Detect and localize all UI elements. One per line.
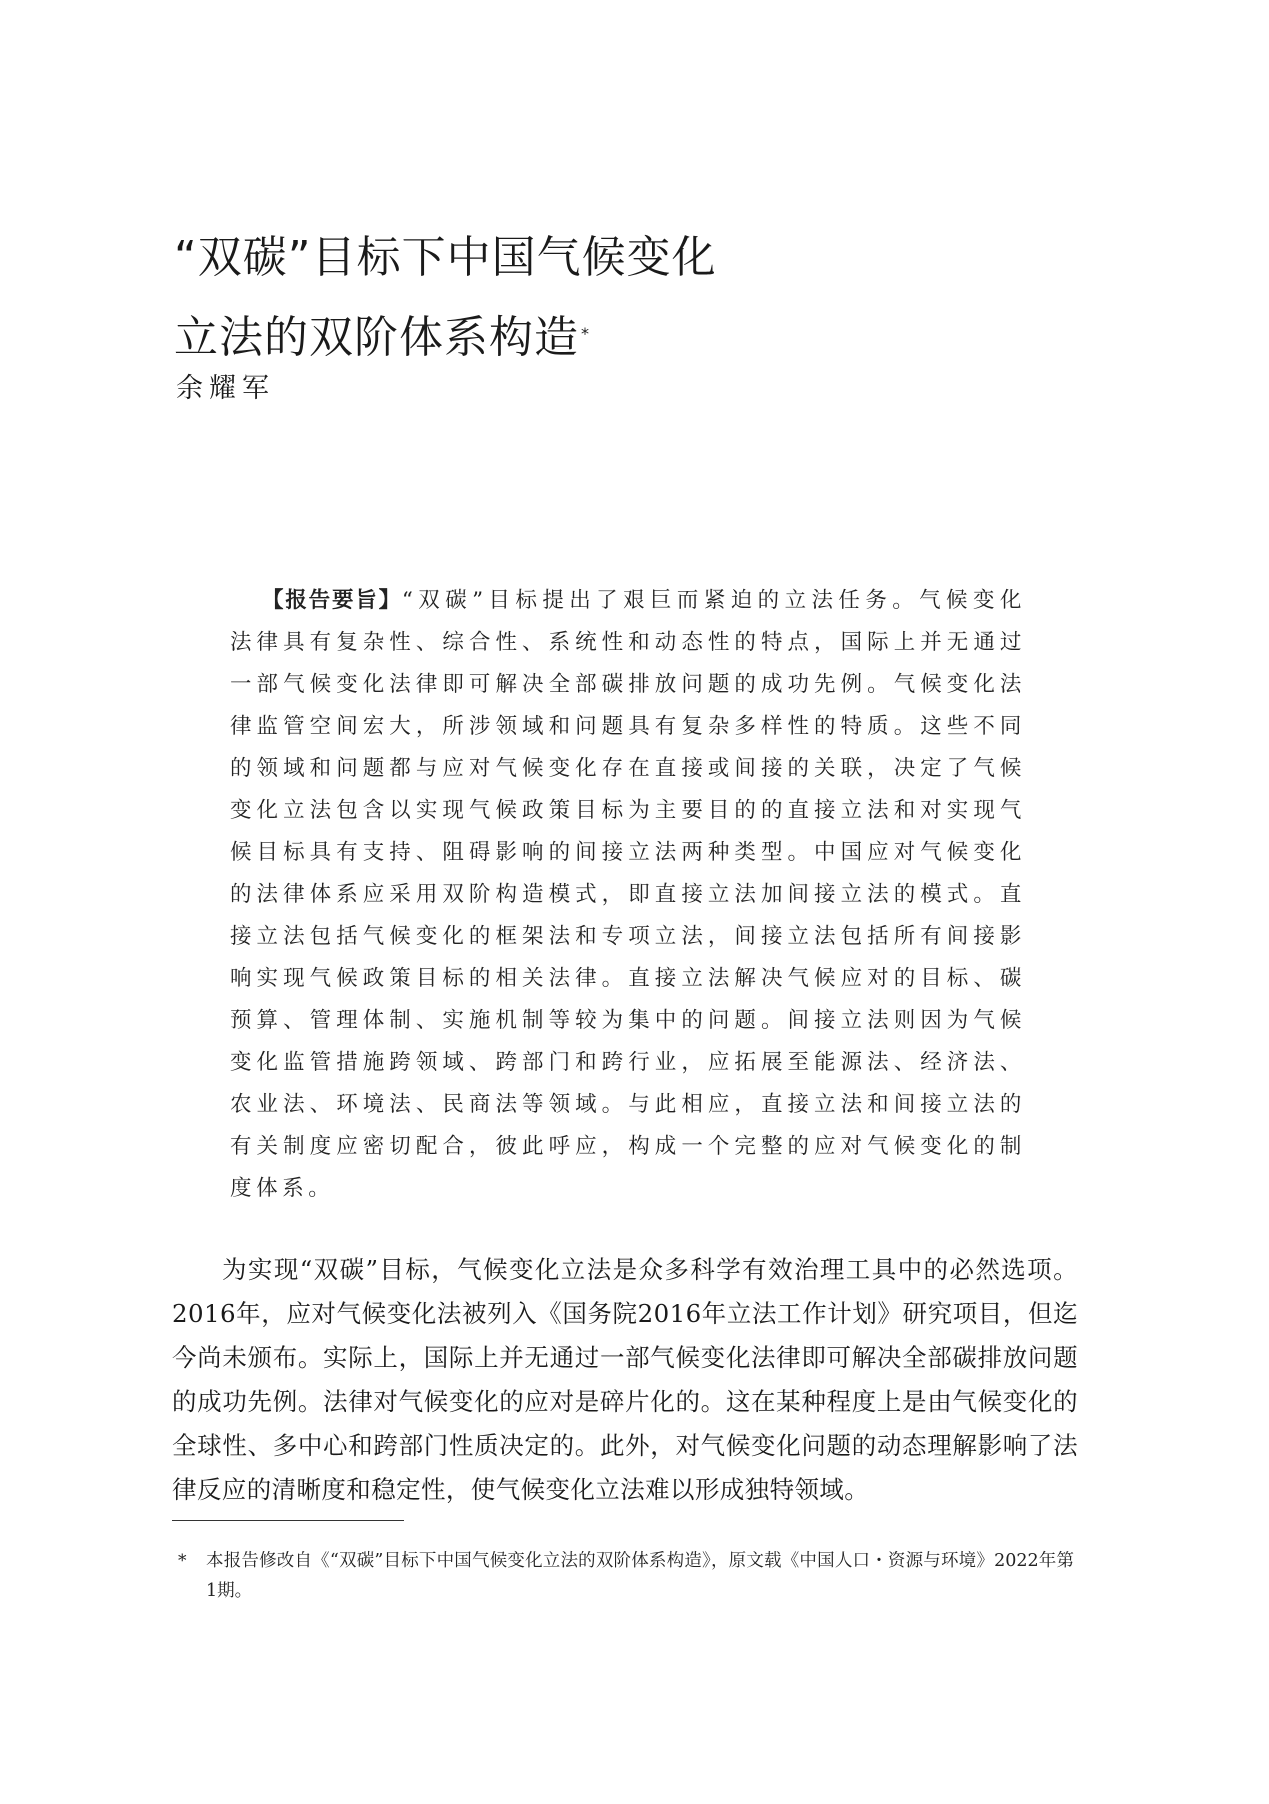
article-title (174, 218, 934, 378)
footnote (178, 1546, 1074, 1606)
abstract-label: 【报告要旨】 (262, 588, 402, 613)
title-line-1: “双碳”目标下中国气候变化 (174, 232, 717, 283)
title-footnote-mark: * (581, 324, 590, 343)
footnote-mark: * (178, 1551, 187, 1571)
abstract-paragraph (230, 580, 1026, 1210)
title-line-2-text: 立法的双阶体系构造 (174, 312, 579, 363)
footnote-text: 本报告修改自《“双碳”目标下中国气候变化立法的双阶体系构造》，原文载《中国人口・资源与环境》2022年第1期。 (206, 1551, 1074, 1601)
body-paragraph: 为实现“双碳”目标，气候变化立法是众多科学有效治理工具中的必然选项。2016年，应对气候变化法被列入《国务院2016年立法工作计划》研究项目，但迄今尚未颁布。实际上，国际上并无通过一部气候变化法律即可解决全部碳排放问题的成功先例。法律对气候变化的应对是碎片化的。这在某种程度上是由气候变化的全球性、多中心和跨部门性质决定的。此外，对气候变化问题的动态理解影响了法律反应的清晰度和稳定性，使气候变化立法难以形成独特领域。 (172, 1255, 1078, 1504)
author-name: 余耀军 (176, 373, 275, 404)
title-line-2 (174, 298, 934, 378)
abstract-text: “双碳”目标提出了艰巨而紧迫的立法任务。气候变化法律具有复杂性、综合性、系统性和动态性的特点，国际上并无通过一部气候变化法律即可解决全部碳排放问题的成功先例。气候变化法律监管空间宏大，所涉领域和问题具有复杂多样性的特质。这些不同的领域和问题都与应对气候变化存在直接或间接的关联，决定了气候变化立法包含以实现气候政策目标为主要目的的直接立法和对实现气候目标具有支持、阻碍影响的间接立法两种类型。中国应对气候变化的法律体系应采用双阶构造模式，即直接立法加间接立法的模式。直接立法包括气候变化的框架法和专项立法，间接立法包括所有间接影响实现气候政策目标的相关法律。直接立法解决气候应对的目标、碳预算、管理体制、实施机制等较为集中的问题。间接立法则因为气候变化监管措施跨领域、跨部门和跨行业，应拓展至能源法、经济法、农业法、环境法、民商法等领域。与此相应，直接立法和间接立法的有关制度应密切配合，彼此呼应，构成一个完整的应对气候变化的制度体系。 (230, 588, 1026, 1201)
footnote-divider (172, 1520, 404, 1521)
